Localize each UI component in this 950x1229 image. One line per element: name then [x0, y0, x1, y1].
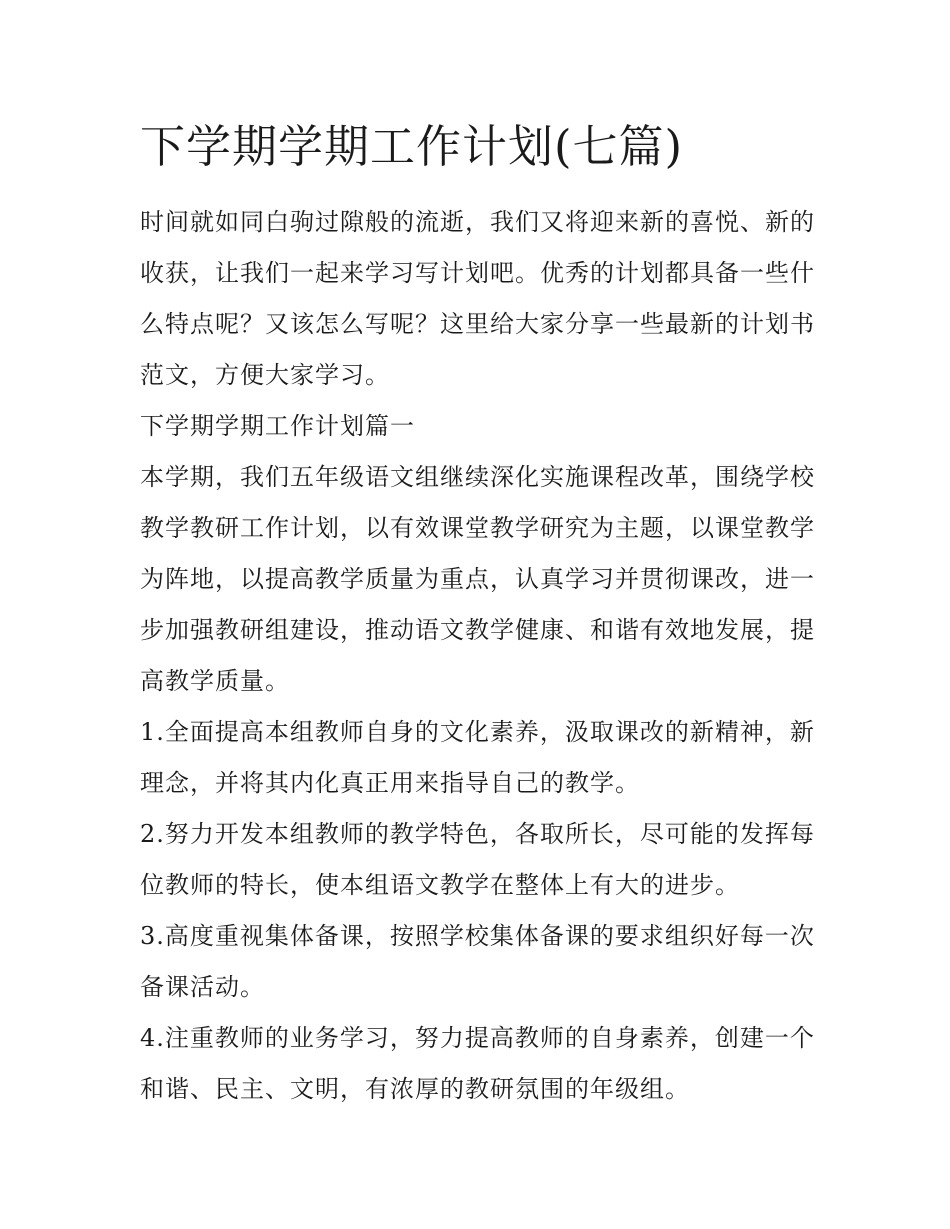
- intro-paragraph: 时间就如同白驹过隙般的流逝，我们又将迎来新的喜悦、新的收获，让我们一起来学习写计划吧。优秀的计划都具备一些什么特点呢？又该怎么写呢？这里给大家分享一些最新的计划书范文，方便大家学习。: [140, 208, 815, 389]
- list-item-3: 3.高度重视集体备课，按照学校集体备课的要求组织好每一次备课活动。: [140, 922, 815, 1001]
- document-body: [140, 197, 815, 1115]
- list-item-4: 4.注重教师的业务学习，努力提高教师的自身素养，创建一个和谐、民主、文明，有浓厚的教研氛围的年级组。: [140, 1024, 815, 1103]
- list-item-2: 2.努力开发本组教师的教学特色，各取所长，尽可能的发挥每位教师的特长，使本组语文教学在整体上有大的进步。: [140, 820, 815, 899]
- section-heading: 下学期学期工作计划篇一: [140, 412, 415, 440]
- document-title: 下学期学期工作计划(七篇): [140, 120, 684, 173]
- body-paragraph: 本学期，我们五年级语文组继续深化实施课程改革，围绕学校教学教研工作计划，以有效课堂教学研究为主题，以课堂教学为阵地，以提高教学质量为重点，认真学习并贯彻课改，进一步加强教研组建设，推动语文教学健康、和谐有效地发展，提高教学质量。: [140, 463, 815, 695]
- list-item-1: 1.全面提高本组教师自身的文化素养，汲取课改的新精神，新理念，并将其内化真正用来指导自己的教学。: [140, 718, 815, 797]
